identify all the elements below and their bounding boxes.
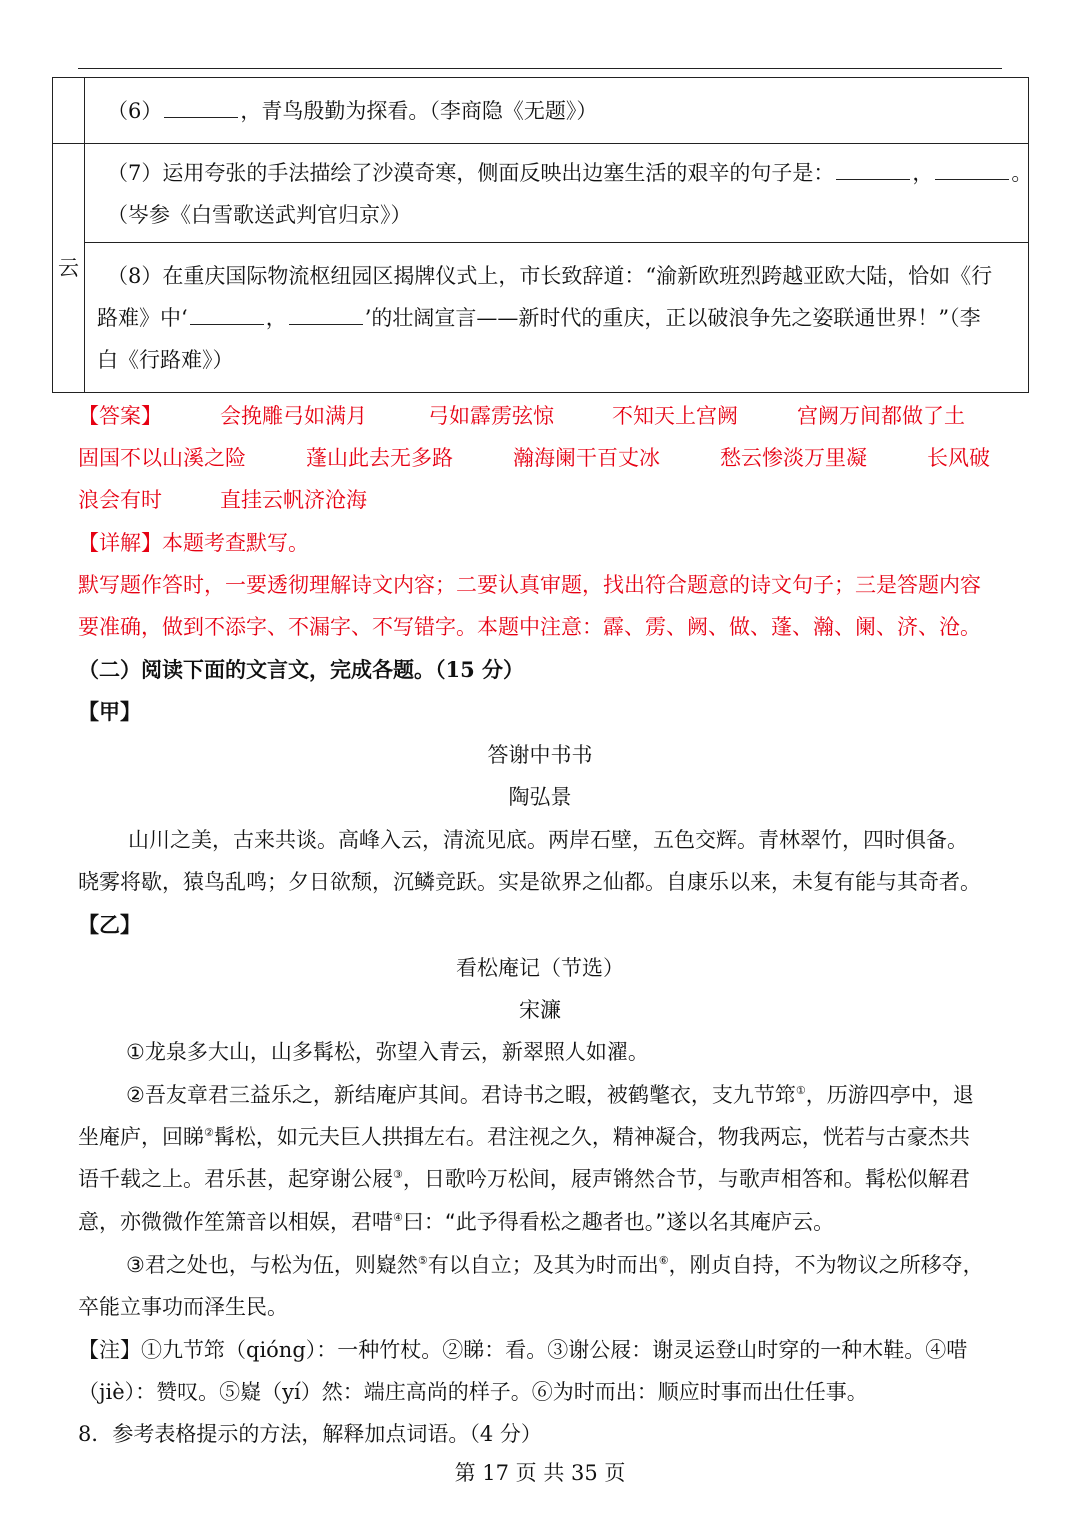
jia-author: 陶弘景 [508, 785, 572, 809]
blank-input[interactable] [289, 305, 363, 325]
answer-item: 会挽雕弓如满月 [220, 404, 367, 428]
yi-label: 【乙】 [78, 912, 141, 937]
answer-item: 浪会有时 [78, 488, 162, 512]
notes-line: （jiè）：赞叹。⑤嶷（yí）然：端庄高尚的样子。⑥为时而出：顺应时事而出仕任事。 [78, 1380, 868, 1404]
dictation-table [52, 77, 1033, 393]
jia-label: 【甲】 [78, 699, 141, 724]
answer-item: 直挂云帆济沧海 [220, 488, 367, 512]
yi-paragraph: 坐庵庐，回睇②髯松，如元夫巨人拱揖左右。君注视之久，精神凝合，物我两忘，恍若与古豪杰共 [78, 1125, 970, 1149]
blank-input[interactable] [836, 160, 910, 180]
note-marker: ② [204, 1126, 214, 1139]
yi-paragraph: 意，亦微微作笙箫音以相娱，君唶④曰：“此予得看松之趣者也。”遂以名其庵庐云。 [78, 1210, 835, 1234]
answer-item: 蓬山此去无多路 [306, 446, 453, 470]
yi-paragraph: ③君之处也，与松为伍，则嶷然⑤有以自立；及其为时而出⑥，刚贞自持，不为物议之所移夺， [126, 1253, 984, 1277]
yi-author: 宋濂 [519, 998, 561, 1022]
table-row-8: （8）在重庆国际物流枢纽园区揭牌仪式上，市长致辞道：“渝新欧班烈跨越亚欧大陆，恰如《行 路难》中‘ ， ’的壮阔宣言——新时代的重庆，正以破浪争先之姿联通世界！”（李 白《行路难》） [85, 243, 1029, 393]
yi-title: 看松庵记（节选） [456, 956, 624, 980]
note-marker: ⑤ [417, 1254, 428, 1267]
answer-item: 不知天上宫阙 [612, 404, 738, 428]
detail-line: 默写题作答时，一要透彻理解诗文内容；二要认真审题，找出符合题意的诗文句子；三是答题内容 [78, 573, 981, 597]
note-marker: ⑥ [658, 1254, 669, 1267]
note-marker: ③ [393, 1168, 403, 1181]
header-rule [78, 68, 1002, 69]
yi-paragraph: 卒能立事功而泽生民。 [78, 1295, 288, 1319]
table-row-6: （6） ，青鸟殷勤为探看。（李商隐《无题》） [85, 78, 1029, 144]
answer-item: 弓如霹雳弦惊 [428, 404, 554, 428]
section-heading: （二）阅读下面的文言文，完成各题。（15 分） [78, 657, 525, 682]
answer-item: 长风破 [927, 446, 990, 470]
answer-label: 【答案】 [78, 404, 162, 428]
table-side-cell-top [53, 78, 85, 144]
answer-item: 固国不以山溪之险 [78, 446, 246, 470]
question-8: 8．参考表格提示的方法，解释加点词语。（4 分） [78, 1422, 542, 1446]
note-marker: ① [795, 1084, 806, 1097]
blank-input[interactable] [935, 160, 1009, 180]
yi-paragraph: ①龙泉多大山，山多髯松，弥望入青云，新翠照人如濯。 [126, 1040, 649, 1064]
table-side-label: 云 [53, 144, 85, 393]
blank-input[interactable] [164, 98, 238, 118]
answer-item: 愁云惨淡万里凝 [720, 446, 867, 470]
yi-paragraph: 语千载之上。君乐甚，起穿谢公屐③，日歌吟万松间，屐声锵然合节，与歌声相答和。髯松似解君 [78, 1167, 970, 1191]
yi-paragraph: ②吾友章君三益乐之，新结庵庐其间。君诗书之暇，被鹤氅衣，支九节筇①，历游四亭中，退 [126, 1083, 974, 1107]
blank-input[interactable] [190, 305, 264, 325]
answer-item: 瀚海阑干百丈冰 [513, 446, 660, 470]
jia-paragraph: 晓雾将歇，猿鸟乱鸣；夕日欲颓，沉鳞竞跃。实是欲界之仙都。自康乐以来，未复有能与其奇者。 [78, 870, 981, 894]
detail-line: 【详解】本题考查默写。 [78, 531, 309, 555]
jia-paragraph: 山川之美，古来共谈。高峰入云，清流见底。两岸石壁，五色交辉。青林翠竹，四时俱备。 [128, 828, 968, 852]
note-marker: ④ [393, 1211, 403, 1224]
notes-line: 【注】①九节筇（qióng）：一种竹杖。②睇：看。③谢公屐：谢灵运登山时穿的一种木鞋。④唶 [78, 1338, 968, 1362]
jia-title: 答谢中书书 [487, 743, 593, 767]
table-row-7: （7）运用夸张的手法描绘了沙漠奇寒，侧面反映出边塞生活的艰辛的句子是： ， 。 （岑参《白雪歌送武判官归京》） [85, 144, 1029, 243]
detail-line: 要准确，做到不添字、不漏字、不写错字。本题中注意：霹、雳、阙、做、蓬、瀚、阑、济、沧。 [78, 615, 981, 639]
page-footer: 第 17 页 共 35 页 [454, 1461, 626, 1485]
answer-item: 宫阙万间都做了土 [797, 404, 965, 428]
